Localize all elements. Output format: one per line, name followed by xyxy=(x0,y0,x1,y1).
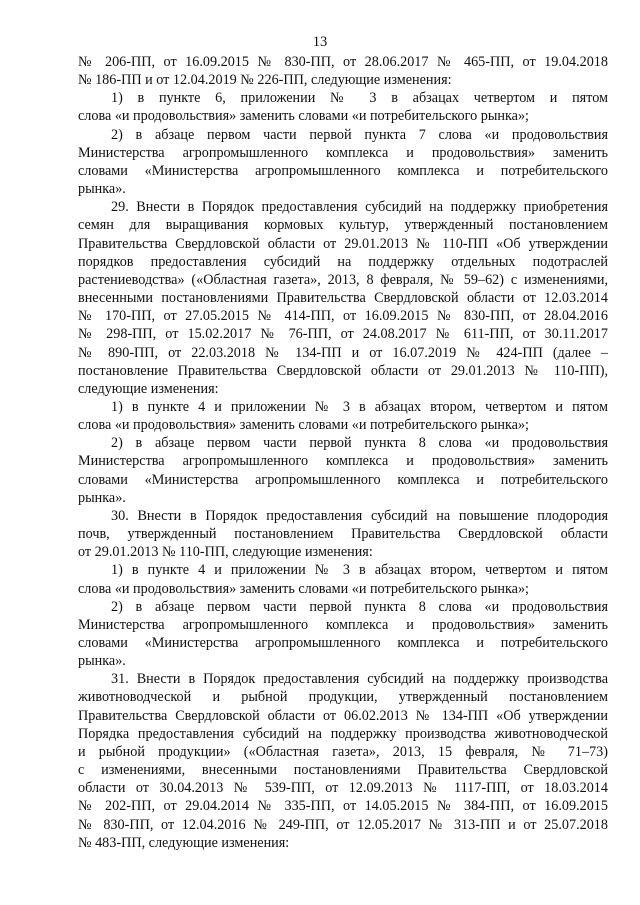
text-line: 31. Внести в Порядок предоставления субсидий на поддержку производства xyxy=(111,671,608,688)
text-line: 2) в абзаце первом части первой пункта 7 слова «и продовольствия xyxy=(111,126,608,143)
text-line: словами «Министерства агропромышленного комплекса и потребительского xyxy=(78,635,608,651)
text-line: растениеводства» («Областная газета», 2013, 8 февраля, № 59–62) с изменениями, xyxy=(78,271,608,288)
text-line: № 890-ПП, от 22.03.2018 № 134-ПП и от 16.07.2019 № 424-ПП (далее – xyxy=(78,344,608,361)
text-line: с изменениями, внесенными постановлениями Правительства Свердловской xyxy=(78,762,608,779)
text-line: от 29.01.2013 № 110-ПП, следующие изменения: xyxy=(78,544,373,561)
text-line: № 483-ПП, следующие изменения: xyxy=(78,834,290,851)
text-line: 1) в пункте 4 и приложении № 3 в абзацах втором, четвертом и пятом xyxy=(111,562,608,579)
text-line: рынка». xyxy=(78,181,126,198)
text-line: Правительства Свердловской области от 29.01.2013 № 110-ПП «Об утверждении xyxy=(78,235,608,252)
text-line: Министерства агропромышленного комплекса и продовольствия» заменить xyxy=(78,144,608,161)
text-line: 1) в пункте 4 и приложении № 3 в абзацах втором, четвертом и пятом xyxy=(111,398,608,415)
document-body xyxy=(78,53,608,852)
text-line: № 186-ПП и от 12.04.2019 № 226-ПП, следующие изменения: xyxy=(78,72,452,89)
text-line: Правительства Свердловской области от 06.02.2013 № 134-ПП «Об утверждении xyxy=(78,707,608,724)
text-line: рынка». xyxy=(78,489,126,506)
text-line: и рыбной продукции» («Областная газета», 2013, 15 февраля, № 71–73) xyxy=(78,743,608,760)
text-line: словами «Министерства агропромышленного комплекса и потребительского xyxy=(78,162,608,179)
text-line: почв, утвержденный постановлением Правительства Свердловской области xyxy=(78,526,608,543)
text-line: № 298-ПП, от 15.02.2017 № 76-ПП, от 24.08.2017 № 611-ПП, от 30.11.2017 xyxy=(78,326,608,343)
text-line: № 170-ПП, от 27.05.2015 № 414-ПП, от 16.09.2015 № 830-ПП, от 28.04.2016 xyxy=(78,308,608,325)
text-line: № 202-ПП, от 29.04.2014 № 335-ПП, от 14.05.2015 № 384-ПП, от 16.09.2015 xyxy=(78,798,608,815)
text-line: слова «и продовольствия» заменить словами «и потребительского рынка»; xyxy=(78,417,529,434)
text-line: области от 30.04.2013 № 539-ПП, от 12.09.2013 № 1117-ПП, от 18.03.2014 xyxy=(78,780,608,797)
text-line: рынка». xyxy=(78,653,126,670)
text-line: 2) в абзаце первом части первой пункта 8 слова «и продовольствия xyxy=(111,598,608,615)
text-line: 2) в абзаце первом части первой пункта 8 слова «и продовольствия xyxy=(111,435,608,452)
text-line: Министерства агропромышленного комплекса и продовольствия» заменить xyxy=(78,616,608,633)
text-line: 1) в пункте 6, приложении № 3 в абзацах четвертом и пятом xyxy=(111,90,608,107)
text-line: словами «Министерства агропромышленного комплекса и потребительского xyxy=(78,471,608,488)
text-line: постановление Правительства Свердловской области от 29.01.2013 № 110-ПП), xyxy=(78,362,608,379)
text-line: порядков предоставления субсидий на поддержку отдельных подотраслей xyxy=(78,253,608,270)
text-line: животноводческой и рыбной продукции, утвержденный постановлением xyxy=(78,689,608,706)
text-line: 29. Внести в Порядок предоставления субсидий на поддержку приобретения xyxy=(111,199,608,216)
text-line: Министерства агропромышленного комплекса и продовольствия» заменить xyxy=(78,453,608,470)
text-line: следующие изменения: xyxy=(78,380,219,397)
text-line: семян для выращивания кормовых культур, утвержденный постановлением xyxy=(78,217,608,234)
text-line: внесенными постановлениями Правительства Свердловской области от 12.03.2014 xyxy=(78,290,608,307)
text-line: 30. Внести в Порядок предоставления субсидий на повышение плодородия xyxy=(111,507,608,524)
text-line: слова «и продовольствия» заменить словами «и потребительского рынка»; xyxy=(78,108,529,125)
text-line: слова «и продовольствия» заменить словами «и потребительского рынка»; xyxy=(78,580,529,597)
page-number: 13 xyxy=(312,34,328,50)
text-line: Порядка предоставления субсидий на поддержку производства животноводческой xyxy=(78,725,608,742)
text-line: № 830-ПП, от 12.04.2016 № 249-ПП, от 12.05.2017 № 313-ПП и от 25.07.2018 xyxy=(78,816,608,833)
text-line: № 206-ПП, от 16.09.2015 № 830-ПП, от 28.06.2017 № 465-ПП, от 19.04.2018 xyxy=(78,54,608,70)
